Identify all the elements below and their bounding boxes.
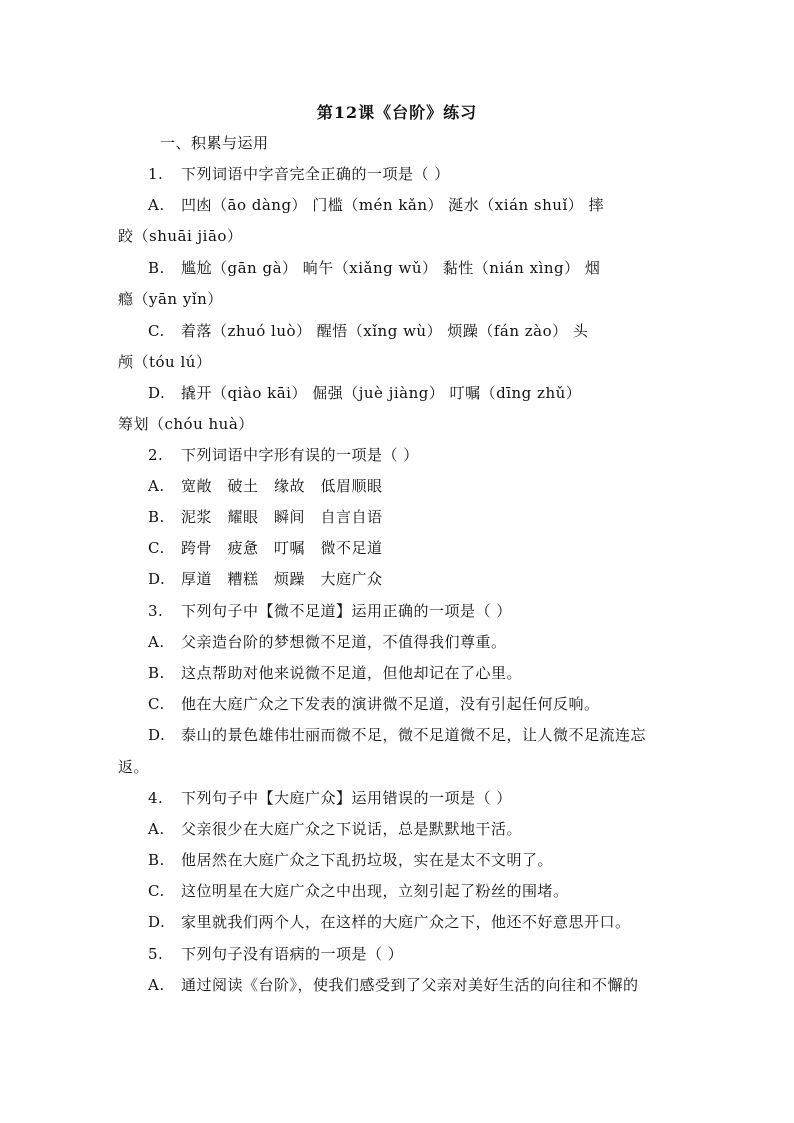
option-label: C. <box>148 539 165 557</box>
question-3 <box>148 600 512 622</box>
option-label: A. <box>148 196 165 214</box>
question-4 <box>148 787 512 809</box>
option-label: C. <box>148 322 165 340</box>
question-number: 1. <box>148 165 164 183</box>
option-label: B. <box>148 508 165 526</box>
option-text: 父亲造台阶的梦想微不足道，不值得我们尊重。 <box>181 633 507 651</box>
page-title: 第12课《台阶》练习 <box>316 103 478 122</box>
option-text: 跨骨 疲惫 叮嘱 微不足道 <box>181 539 383 557</box>
question-2 <box>148 444 419 466</box>
option-label: B. <box>148 664 165 682</box>
option-label: A. <box>148 477 165 495</box>
question-number: 2. <box>148 446 164 464</box>
question-stem: 下列词语中字音完全正确的一项是（ ） <box>181 165 450 183</box>
question-number: 3. <box>148 602 164 620</box>
question-stem: 下列句子中【大庭广众】运用错误的一项是（ ） <box>181 789 512 807</box>
option-text: 凹凼（āo dàng） 门槛（mén kǎn） 涎水（xián shuǐ） 摔 <box>181 196 605 214</box>
option-text: 尴尬（gān gà） 晌午（xiǎng wǔ） 黏性（nián xìng） 烟 <box>181 259 601 277</box>
option-c <box>148 880 569 902</box>
option-b <box>148 849 553 871</box>
option-label: A. <box>148 820 165 838</box>
option-a <box>148 194 604 216</box>
option-label: D. <box>148 570 166 588</box>
option-text: 厚道 糟糕 烦躁 大庭广众 <box>181 570 383 588</box>
option-c <box>148 693 600 715</box>
option-b-continued: 瘾（yān yǐn） <box>118 290 223 308</box>
option-label: D. <box>148 384 166 402</box>
option-text: 这点帮助对他来说微不足道，但他却记在了心里。 <box>181 664 523 682</box>
question-number: 4. <box>148 789 164 807</box>
option-a <box>148 818 522 840</box>
option-text: 泥浆 耀眼 瞬间 自言自语 <box>181 508 383 526</box>
option-d-continued: 筹划（chóu huà） <box>118 415 254 433</box>
option-a-continued: 跤（shuāi jiāo） <box>118 227 243 245</box>
option-c <box>148 537 383 559</box>
question-stem: 下列句子没有语病的一项是（ ） <box>181 945 404 963</box>
option-d <box>148 911 631 933</box>
option-label: D. <box>148 726 166 744</box>
option-text: 家里就我们两个人，在这样的大庭广众之下，他还不好意思开口。 <box>181 913 631 931</box>
option-text: 父亲很少在大庭广众之下说话，总是默默地干活。 <box>181 820 523 838</box>
option-label: C. <box>148 882 165 900</box>
option-a <box>148 631 507 653</box>
question-number: 5. <box>148 945 164 963</box>
option-d-continued: 返。 <box>118 758 150 776</box>
option-label: C. <box>148 695 165 713</box>
option-text: 着落（zhuó luò） 醒悟（xǐng wù） 烦躁（fán zào） 头 <box>181 322 589 340</box>
option-text: 撬开（qiào kāi） 倔强（juè jiàng） 叮嘱（dīng zhǔ） <box>181 384 582 402</box>
option-text: 他在大庭广众之下发表的演讲微不足道，没有引起任何反响。 <box>181 695 600 713</box>
option-text: 宽敞 破土 缘故 低眉顺眼 <box>181 477 383 495</box>
option-label: D. <box>148 913 166 931</box>
option-d <box>148 568 383 590</box>
option-d <box>148 724 646 746</box>
option-label: B. <box>148 259 165 277</box>
option-text: 他居然在大庭广众之下乱扔垃圾，实在是太不文明了。 <box>181 851 554 869</box>
option-d <box>148 382 581 404</box>
option-b <box>148 662 522 684</box>
question-stem: 下列词语中字形有误的一项是（ ） <box>181 446 419 464</box>
option-b <box>148 506 383 528</box>
option-a <box>148 974 639 996</box>
option-label: B. <box>148 851 165 869</box>
option-a <box>148 475 383 497</box>
section-heading: 一、积累与运用 <box>160 134 269 152</box>
option-c <box>148 320 588 342</box>
option-c-continued: 颅（tóu lú） <box>118 353 212 371</box>
option-text: 这位明星在大庭广众之中出现，立刻引起了粉丝的围堵。 <box>181 882 569 900</box>
option-text: 通过阅读《台阶》，使我们感受到了父亲对美好生活的向往和不懈的 <box>181 976 639 994</box>
question-stem: 下列句子中【微不足道】运用正确的一项是（ ） <box>181 602 512 620</box>
option-text: 泰山的景色雄伟壮丽而微不足，微不足道微不足，让人微不足流连忘 <box>181 726 647 744</box>
option-b <box>148 257 600 279</box>
question-1 <box>148 163 450 185</box>
question-5 <box>148 943 403 965</box>
option-label: A. <box>148 633 165 651</box>
option-label: A. <box>148 976 165 994</box>
